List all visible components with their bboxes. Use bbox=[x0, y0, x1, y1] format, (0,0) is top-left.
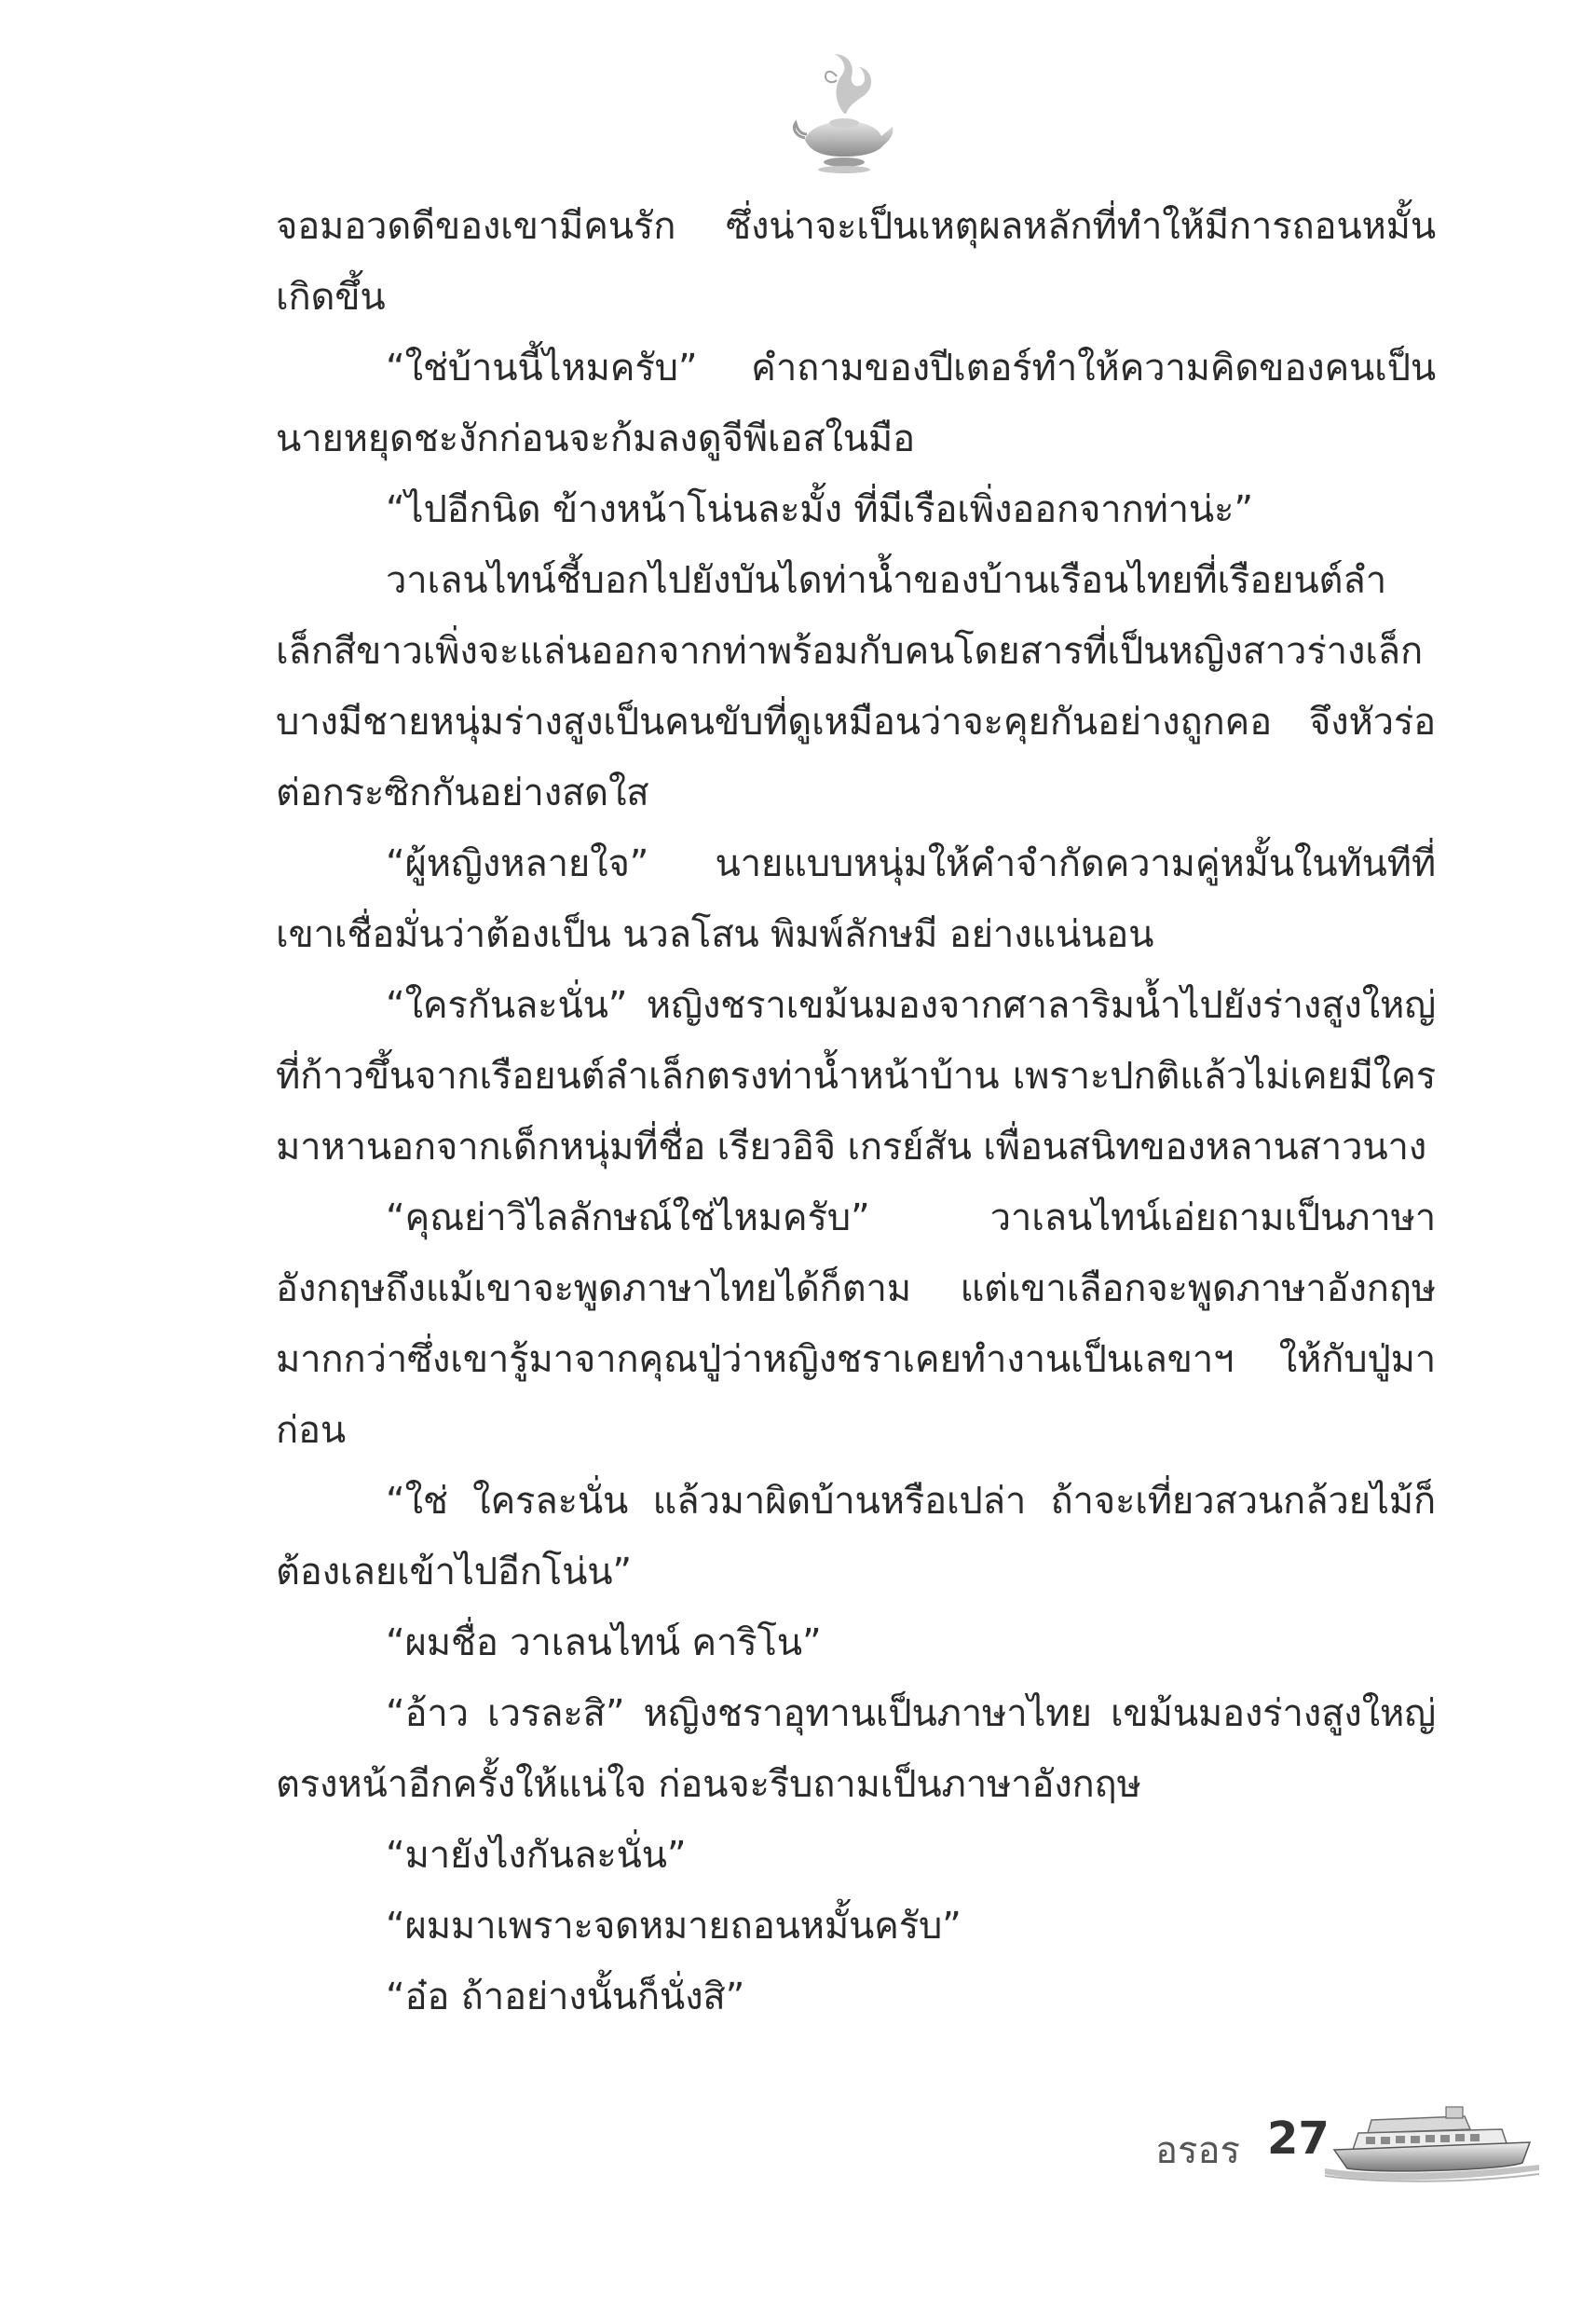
paragraph: “คุณย่าวิไลลักษณ์ใช่ไหมครับ” วาเลนไทน์เอ่ยถามเป็นภาษาอังกฤษถึงแม้เขาจะพูดภาษาไทยได้ก็ตาม แต่เขาเลือกจะพูดภาษาอังกฤษมากกว่าซึ่งเขารู้มาจากคุณปู่ว่าหญิงชราเคยทำงานเป็นเลขาฯ ให้กับปู่มาก่อน bbox=[276, 1197, 1436, 1452]
boat-icon bbox=[1325, 2101, 1539, 2185]
book-title: อรอร bbox=[1155, 2129, 1241, 2172]
paragraph: วาเลนไทน์ชี้บอกไปยังบันไดท่าน้ำของบ้านเรือนไทยที่เรือยนต์ลำเล็กสีขาวเพิ่งจะแล่นออกจากท่าพร้อมกับคนโดยสารที่เป็นหญิงสาวร่างเล็กบางมีชายหนุ่มร่างสูงเป็นคนขับที่ดูเหมือนว่าจะคุยกันอย่างถูกคอ จึงหัวร่อต่อกระซิกกันอย่างสดใส bbox=[276, 559, 1436, 814]
paragraph: “มายังไงกันละนั่น” bbox=[386, 1834, 687, 1877]
paragraph: จอมอวดดีของเขามีคนรัก ซึ่งน่าจะเป็นเหตุผลหลักที่ทำให้มีการถอนหมั้นเกิดขึ้น bbox=[276, 205, 1436, 319]
page-number: 27 bbox=[1267, 2113, 1330, 2165]
paragraph: “ผมมาเพราะจดหมายถอนหมั้นครับ” bbox=[386, 1905, 962, 1948]
body-text bbox=[276, 191, 1436, 2032]
genie-lamp-icon bbox=[788, 48, 900, 179]
paragraph: “ไปอีกนิด ข้างหน้าโน่นละมั้ง ที่มีเรือเพิ่งออกจากท่าน่ะ” bbox=[386, 488, 1253, 531]
paragraph: “อ๋อ ถ้าอย่างนั้นก็นั่งสิ” bbox=[386, 1976, 745, 2018]
paragraph: “ใช่บ้านนี้ไหมครับ” คำถามของปีเตอร์ทำให้ความคิดของคนเป็นนายหยุดชะงักก่อนจะก้มลงดูจีพีเอสในมือ bbox=[276, 347, 1436, 460]
paragraph: “ใช่ ใครละนั่น แล้วมาผิดบ้านหรือเปล่า ถ้าจะเที่ยวสวนกล้วยไม้ก็ต้องเลยเข้าไปอีกโน่น” bbox=[276, 1480, 1436, 1593]
paragraph: “ผู้หญิงหลายใจ” นายแบบหนุ่มให้คำจำกัดความคู่หมั้นในทันทีที่เขาเชื่อมั่นว่าต้องเป็น นวลโสน พิมพ์ลักษมี อย่างแน่นอน bbox=[276, 842, 1436, 956]
paragraph: “อ้าว เวรละสิ” หญิงชราอุทานเป็นภาษาไทย เขม้นมองร่างสูงใหญ่ตรงหน้าอีกครั้งให้แน่ใจ ก่อนจะรีบถามเป็นภาษาอังกฤษ bbox=[276, 1692, 1436, 1806]
paragraph: “ผมชื่อ วาเลนไทน์ คาริโน” bbox=[386, 1621, 822, 1664]
paragraph: “ใครกันละนั่น” หญิงชราเขม้นมองจากศาลาริมน้ำไปยังร่างสูงใหญ่ที่ก้าวขึ้นจากเรือยนต์ลำเล็กตรงท่าน้ำหน้าบ้าน เพราะปกติแล้วไม่เคยมีใครมาหานอกจากเด็กหนุ่มที่ชื่อ เรียวอิจิ เกรย์สัน เพื่อนสนิทของหลานสาวนาง bbox=[276, 984, 1436, 1169]
page-footer bbox=[1155, 2101, 1547, 2185]
